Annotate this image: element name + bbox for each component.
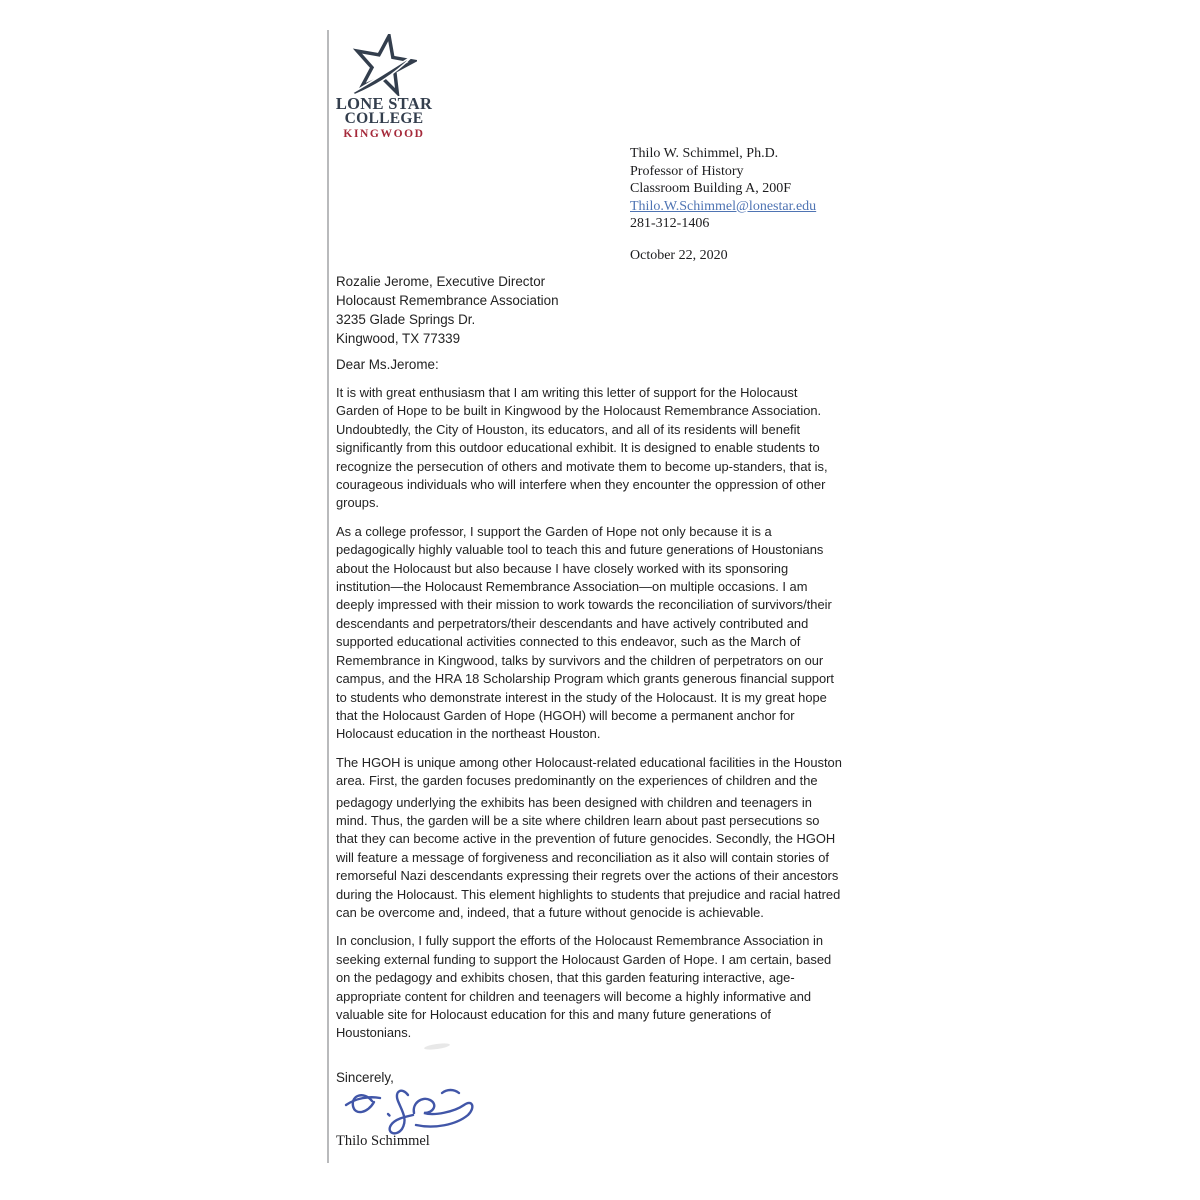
recipient-org: Holocaust Remembrance Association [336, 293, 559, 308]
body-paragraph-2: As a college professor, I support the Garden of Hope not only because it is a pedagogically highly valuable tool to teach this and future generations of Houstonians about the Holocaust but also because I have closely worked with its sponsoring institution—the Holocaust Remembrance Association—on multiple occasions. I am deeply impressed with their mission to work towards the reconciliation of survivors/their descendants and perpetrators/their descendants and have actively contributed and supported educational activities connected to this endeavor, such as the March of Remembrance in Kingwood, talks by survivors and the children of perpetrators on our campus, and the HRA 18 Scholarship Program which grants generous financial support to students who demonstrate interest in the study of the Holocaust. It is my great hope that the Holocaust Garden of Hope (HGOH) will become a permanent anchor for Holocaust education in the northeast Houston. [336, 523, 834, 742]
salutation: Dear Ms.Jerome: [336, 357, 439, 372]
body-paragraph-1: It is with great enthusiasm that I am writing this letter of support for the Holocaust Garden of Hope to be built in Kingwood by the Holocaust Remembrance Association. Undoubtedly, the City of Houston, its educators, and all of its residents will benefit significantly from this outdoor educational exhibit. It is designed to enable students to recognize the persecution of others and motivate them to become up-standers, that is, courageous individuals who will interfere when they encounter the oppression of other groups. [336, 385, 828, 511]
logo-text-lone-star: LONE STAR [335, 94, 433, 113]
sender-phone: 281-312-1406 [630, 216, 710, 231]
letter-body [336, 384, 843, 1053]
body-paragraph-4: In conclusion, I fully support the efforts of the Holocaust Remembrance Association in seeking external funding to support the Holocaust Garden of Hope. I am certain, based on the pedagogy and exhibits chosen, that this garden featuring interactive, age-appropriate content for children and teenagers will become a highly informative and valuable site for Holocaust education for this and many future generations of Houstonians. [336, 933, 832, 1041]
recipient-name: Rozalie Jerome, Executive Director [336, 274, 546, 289]
sender-title: Professor of History [630, 163, 744, 179]
sender-name: Thilo W. Schimmel, Ph.D. [630, 146, 779, 161]
lone-star-college-logo [334, 34, 434, 142]
lone-star-logo-icon [334, 34, 434, 96]
page-left-edge-line [327, 30, 329, 1163]
recipient-block [336, 272, 559, 348]
body-paragraph-3b: pedagogy underlying the exhibits has been designed with children and teenagers in mind. Thus, the garden will be a site where children learn about past persecutions so that they can become active in the prevention of future genocides. Secondly, the HGOH will feature a message of forgiveness and reconciliation as it also will contain stories of remorseful Nazi descendants expressing their regrets over the actions of their ancestors during the Holocaust. This element highlights to students that prejudice and racial hatred can be overcome and, indeed, that a future without genocide is achievable. [336, 794, 841, 920]
signed-name: Thilo Schimmel [336, 1133, 430, 1149]
recipient-street: 3235 Glade Springs Dr. [336, 312, 476, 327]
body-paragraph-3a: The HGOH is unique among other Holocaust-related educational facilities in the Houston area. First, the garden focuses predominantly on the experiences of children and the [336, 754, 842, 789]
sender-email-link[interactable]: Thilo.W.Schimmel@lonestar.edu [630, 198, 817, 214]
recipient-city: Kingwood, TX 77339 [336, 331, 461, 346]
letter-date: October 22, 2020 [630, 247, 728, 263]
sender-office: Classroom Building A, 200F [630, 181, 792, 196]
logo-text-college: COLLEGE [344, 110, 424, 127]
closing-sincerely: Sincerely, [336, 1070, 394, 1085]
sender-block [630, 145, 816, 264]
logo-text-kingwood: KINGWOOD [343, 128, 425, 140]
